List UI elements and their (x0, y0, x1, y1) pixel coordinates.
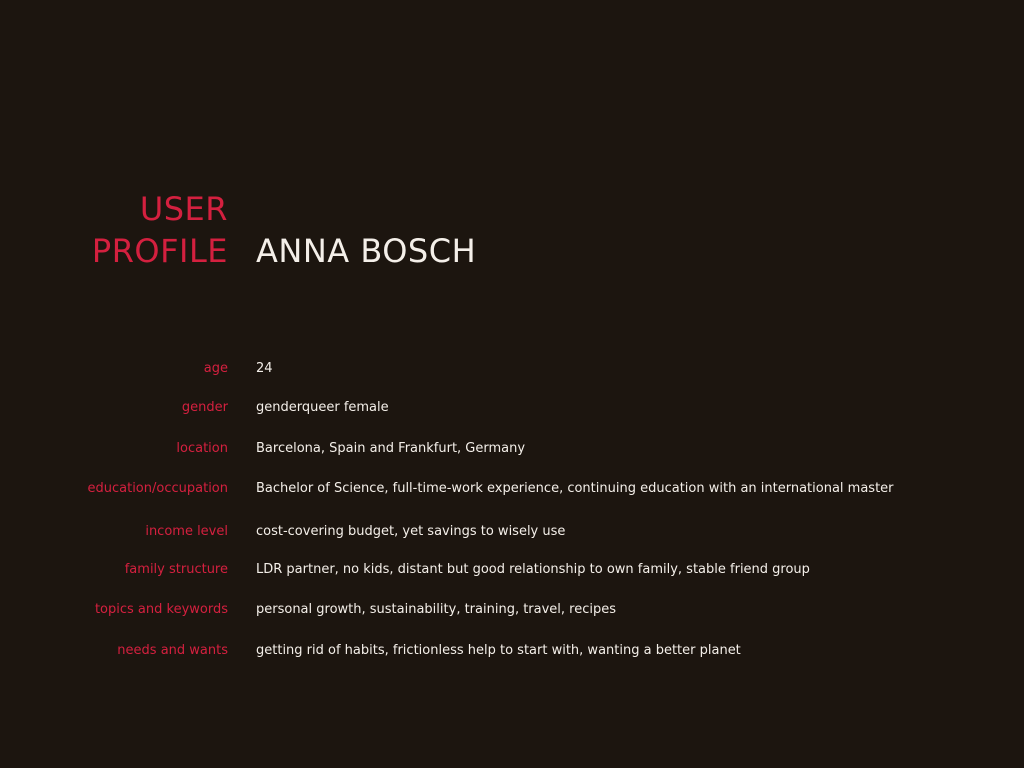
field-value-topics: personal growth, sustainability, training, travel, recipes (256, 602, 617, 617)
field-label-income: income level (145, 524, 228, 539)
field-label-family: family structure (124, 562, 228, 577)
field-label-education: education/occupation (87, 481, 228, 496)
heading-line-profile: PROFILE (91, 232, 228, 270)
heading-line-user: USER (139, 190, 228, 228)
field-value-education: Bachelor of Science, full-time-work experience, continuing education with an international master (256, 481, 894, 496)
field-value-income: cost-covering budget, yet savings to wisely use (256, 524, 566, 539)
profile-name: ANNA BOSCH (256, 232, 477, 270)
field-label-gender: gender (181, 400, 228, 415)
field-label-age: age (203, 361, 228, 376)
field-label-topics: topics and keywords (94, 602, 228, 617)
field-value-age: 24 (256, 361, 273, 376)
user-profile-heading (92, 188, 228, 272)
field-value-needs: getting rid of habits, frictionless help to start with, wanting a better planet (256, 643, 741, 658)
field-value-family: LDR partner, no kids, distant but good relationship to own family, stable friend group (256, 562, 810, 577)
field-value-gender: genderqueer female (256, 400, 389, 415)
field-label-location: location (176, 441, 228, 456)
field-value-location: Barcelona, Spain and Frankfurt, Germany (256, 441, 526, 456)
field-label-needs: needs and wants (117, 643, 228, 658)
